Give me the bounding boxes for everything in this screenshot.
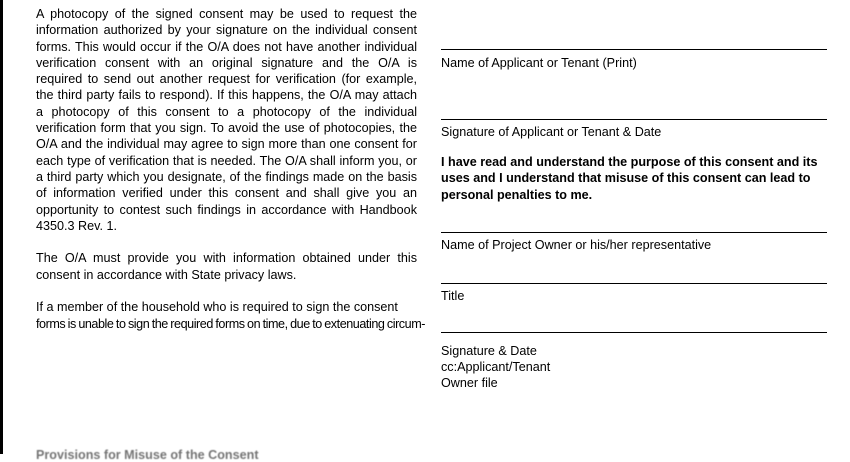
acknowledgement-statement: I have read and understand the purpose of this consent and its uses and I understand that misuse of this consent can lead to personal penalties to me. <box>441 155 818 202</box>
signature-date-line[interactable] <box>441 332 827 333</box>
next-section-heading: Provisions for Misuse of the Consent <box>36 448 259 462</box>
photocopy-paragraph: A photocopy of the signed consent may be used to request the information authorized by your signature on the individual consent forms. This would occur if the O/A does not have another individual verification consent with an original signature and the O/A is required to send out another request for verification (for example, the third party fails to respond). If this happens, the O/A may attach a photocopy of this consent to a photocopy of the individual verification form that you sign. To avoid the use of photocopies, the O/A and the individual may agree to sign more than one consent for each type of verification that is needed. The O/A shall inform you, or a third party which you designate, of the findings made on the basis of information verified under this consent and shall give you an opportunity to contest such findings in accordance with Handbook 4350.3 Rev. 1. <box>36 7 417 233</box>
household-member-line-1: If a member of the household who is required to sign the consent <box>36 300 398 315</box>
owner-file-label: Owner file <box>441 376 498 390</box>
applicant-signature-label: Signature of Applicant or Tenant & Date <box>441 125 662 139</box>
household-member-line-2: forms is unable to sign the required forms on time, due to extenuating circum- <box>36 316 425 331</box>
signature-date-label: Signature & Date <box>441 344 537 358</box>
cc-applicant-label: cc:Applicant/Tenant <box>441 360 551 374</box>
owner-name-line[interactable] <box>441 232 827 233</box>
privacy-paragraph: The O/A must provide you with information obtained under this consent in accordance with State privacy laws. <box>36 251 417 282</box>
owner-name-label: Name of Project Owner or his/her representative <box>441 238 712 252</box>
household-member-paragraph <box>36 299 425 332</box>
applicant-name-line[interactable] <box>441 49 827 50</box>
title-label: Title <box>441 289 465 303</box>
title-line[interactable] <box>441 283 827 284</box>
applicant-name-label: Name of Applicant or Tenant (Print) <box>441 56 637 70</box>
page-border-left <box>0 0 3 454</box>
applicant-signature-line[interactable] <box>441 119 827 120</box>
consent-explanation-column <box>36 6 425 332</box>
